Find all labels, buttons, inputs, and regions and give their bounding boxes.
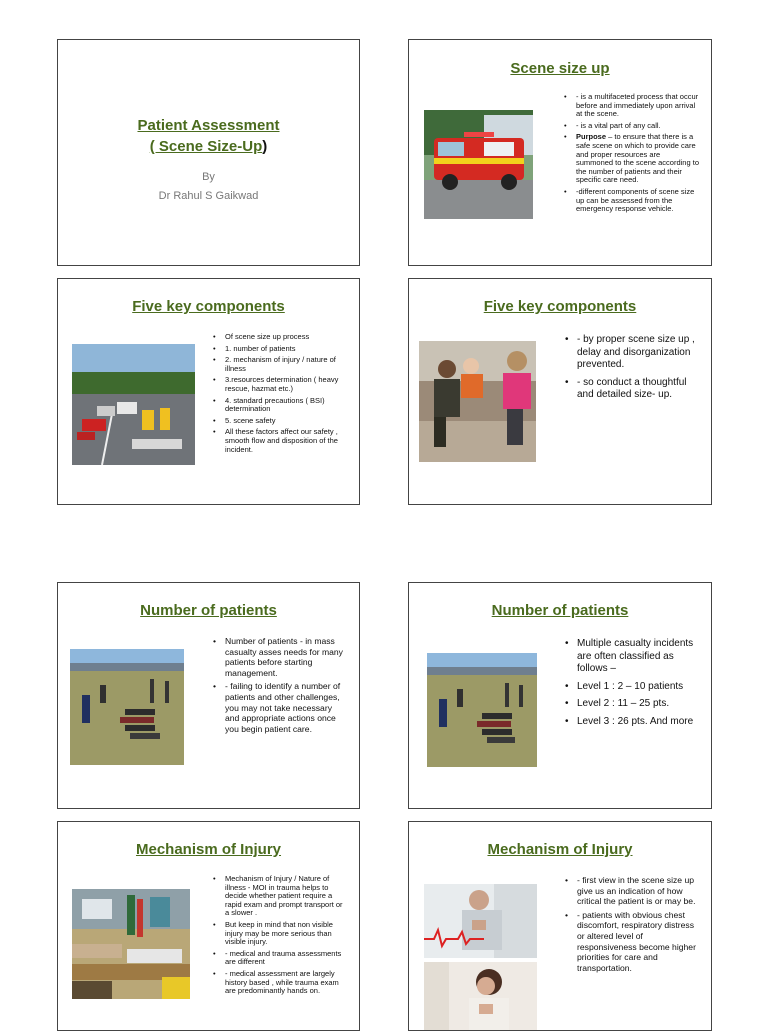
bullet-item: • - failing to identify a number of patients and other challenges, you may not take necessary and appropriate actions once you begin patient care. (213, 681, 348, 734)
bullet-list (213, 333, 348, 457)
bullet-item: • Mechanism of Injury / Nature of illness - MOI in trauma helps to decide whether patient require a rapid exam and prompt transport or a slower . (213, 875, 348, 918)
slide-title (57, 39, 360, 266)
title-paren: ) (262, 138, 268, 155)
slide-mechanism-of-injury-2 (408, 821, 712, 1031)
bullet-item: • 2. mechanism of injury / nature of illness (213, 356, 348, 373)
bullet-list (213, 636, 348, 737)
bullet-item: • 3.resources determination ( heavy rescue, hazmat etc.) (213, 376, 348, 393)
by-label: By (202, 171, 215, 183)
bullet-item: • But keep in mind that non visible injury may be more serious than visible injury. (213, 921, 348, 947)
bullet-item: • Level 3 : 26 pts. And more (565, 716, 700, 729)
bullet-item: • - is a vital part of any call. (564, 122, 699, 131)
bullet-list (213, 875, 348, 999)
slide-heading: Scene size up (510, 60, 610, 77)
bullet-item: • Number of patients - in mass casualty asses needs for many patients before starting management. (213, 636, 348, 678)
slide-heading: Mechanism of Injury (135, 841, 282, 858)
bullet-list (564, 93, 699, 217)
author-name: Dr Rahul S Gaikwad (158, 190, 259, 202)
slide-heading: Number of patients (140, 602, 277, 619)
chest-pain-man-image (424, 884, 537, 958)
bullet-item: • Of scene size up process (213, 333, 348, 342)
bullet-item: • - medical and trauma assessments are different (213, 950, 348, 967)
bullet-item: • - medical assessment are largely history based , while trauma exam are predominantly hands on. (213, 970, 348, 996)
bullet-item: • - is a multifaceted process that occur before and immediately upon arrival at the scene. (564, 93, 699, 119)
title-line-2: ( Scene Size-Up (149, 138, 263, 155)
respiratory-distress-woman-image (424, 962, 537, 1031)
fire-vehicle-image (424, 110, 533, 219)
bullet-list (565, 875, 700, 976)
bullet-item: • - patients with obvious chest discomfort, respiratory distress or altered level of responsiveness become higher priorities for care and transportation. (565, 910, 700, 974)
mass-casualty-image (427, 653, 537, 767)
purpose-text: to ensure that there is a safe scene on which to provide care and proper resources are summoned to the scene according to the number of patients and their specific care need. (576, 132, 699, 185)
slide-heading: Five key components (483, 298, 637, 315)
bullet-item: • 5. scene safety (213, 417, 348, 426)
bullet-item: • Multiple casualty incidents are often classified as follows – (565, 638, 700, 676)
bullet-item (564, 133, 699, 185)
bullet-item: • 4. standard precautions ( BSI) determination (213, 397, 348, 414)
slide-heading: Mechanism of Injury (487, 841, 633, 858)
bullet-item: • - by proper scene size up , delay and disorganization prevented. (565, 334, 697, 372)
slide-scene-size-up (408, 39, 712, 266)
slide-number-of-patients-2 (408, 582, 712, 809)
purpose-separator: – (606, 132, 615, 142)
mass-casualty-image (70, 649, 184, 765)
accident-scene-image (72, 344, 195, 465)
bullet-item: • -different components of scene size up can be assessed from the emergency response vehicle. (564, 188, 699, 214)
slide-five-key-components (57, 278, 360, 505)
bullet-list (565, 638, 700, 734)
slide-title-heading (58, 115, 359, 157)
slide-number-of-patients (57, 582, 360, 809)
slide-mechanism-of-injury (57, 821, 360, 1031)
purpose-label: Purpose (576, 132, 607, 142)
title-line-1: Patient Assessment (137, 117, 280, 134)
bullet-list (565, 334, 697, 407)
slide-heading: Five key components (132, 298, 285, 315)
slide-five-key-components-2 (408, 278, 712, 505)
bullet-item: • Level 1 : 2 – 10 patients (565, 681, 700, 694)
child-rescue-image (419, 341, 536, 462)
bullet-item: • All these factors affect our safety , smooth flow and disposition of the incident. (213, 428, 348, 454)
bullet-item: • 1. number of patients (213, 345, 348, 354)
trauma-patients-image (72, 889, 190, 999)
bullet-item: • - first view in the scene size up give us an indication of how critical the patient is or may be. (565, 875, 700, 907)
bullet-item: • - so conduct a thoughtful and detailed size- up. (565, 377, 697, 402)
slide-heading: Number of patients (491, 602, 629, 619)
bullet-item: • Level 2 : 11 – 25 pts. (565, 698, 700, 711)
